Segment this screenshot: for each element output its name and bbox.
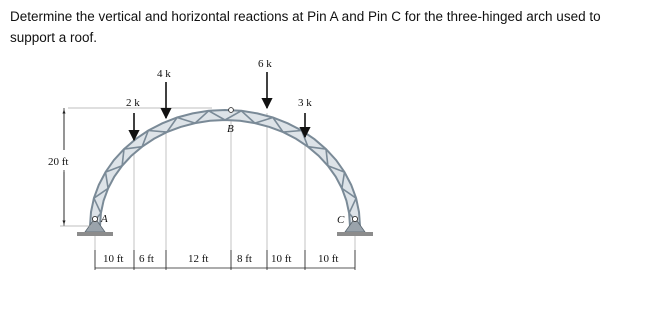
load-label-4k: 4 k: [157, 68, 171, 80]
span-label-6: 10 ft: [318, 253, 339, 265]
span-label-3: 12 ft: [188, 253, 209, 265]
truss-inner-chord: [100, 120, 350, 226]
span-dimension-line: [95, 250, 355, 270]
guide-lines: [68, 108, 355, 268]
pin-label-a: A: [101, 213, 108, 225]
span-label-5: 10 ft: [271, 253, 292, 265]
pin-b-hinge: [229, 108, 234, 113]
pin-label-c: C: [337, 214, 345, 226]
span-label-2: 6 ft: [139, 253, 154, 265]
truss-band: [90, 110, 360, 226]
height-label: 20 ft: [48, 156, 69, 168]
span-label-4: 8 ft: [237, 253, 252, 265]
load-label-2k: 2 k: [126, 97, 140, 109]
problem-statement: Determine the vertical and horizontal reactions at Pin A and Pin C for the three-hinged arch used to support a roof.: [10, 9, 601, 45]
truss-arch: [90, 110, 360, 226]
load-label-6k: 6 k: [258, 58, 272, 70]
truss-outer-chord: [90, 110, 360, 226]
span-label-1: 10 ft: [103, 253, 124, 265]
load-label-3k: 3 k: [298, 97, 312, 109]
pin-label-b: B: [227, 123, 234, 135]
